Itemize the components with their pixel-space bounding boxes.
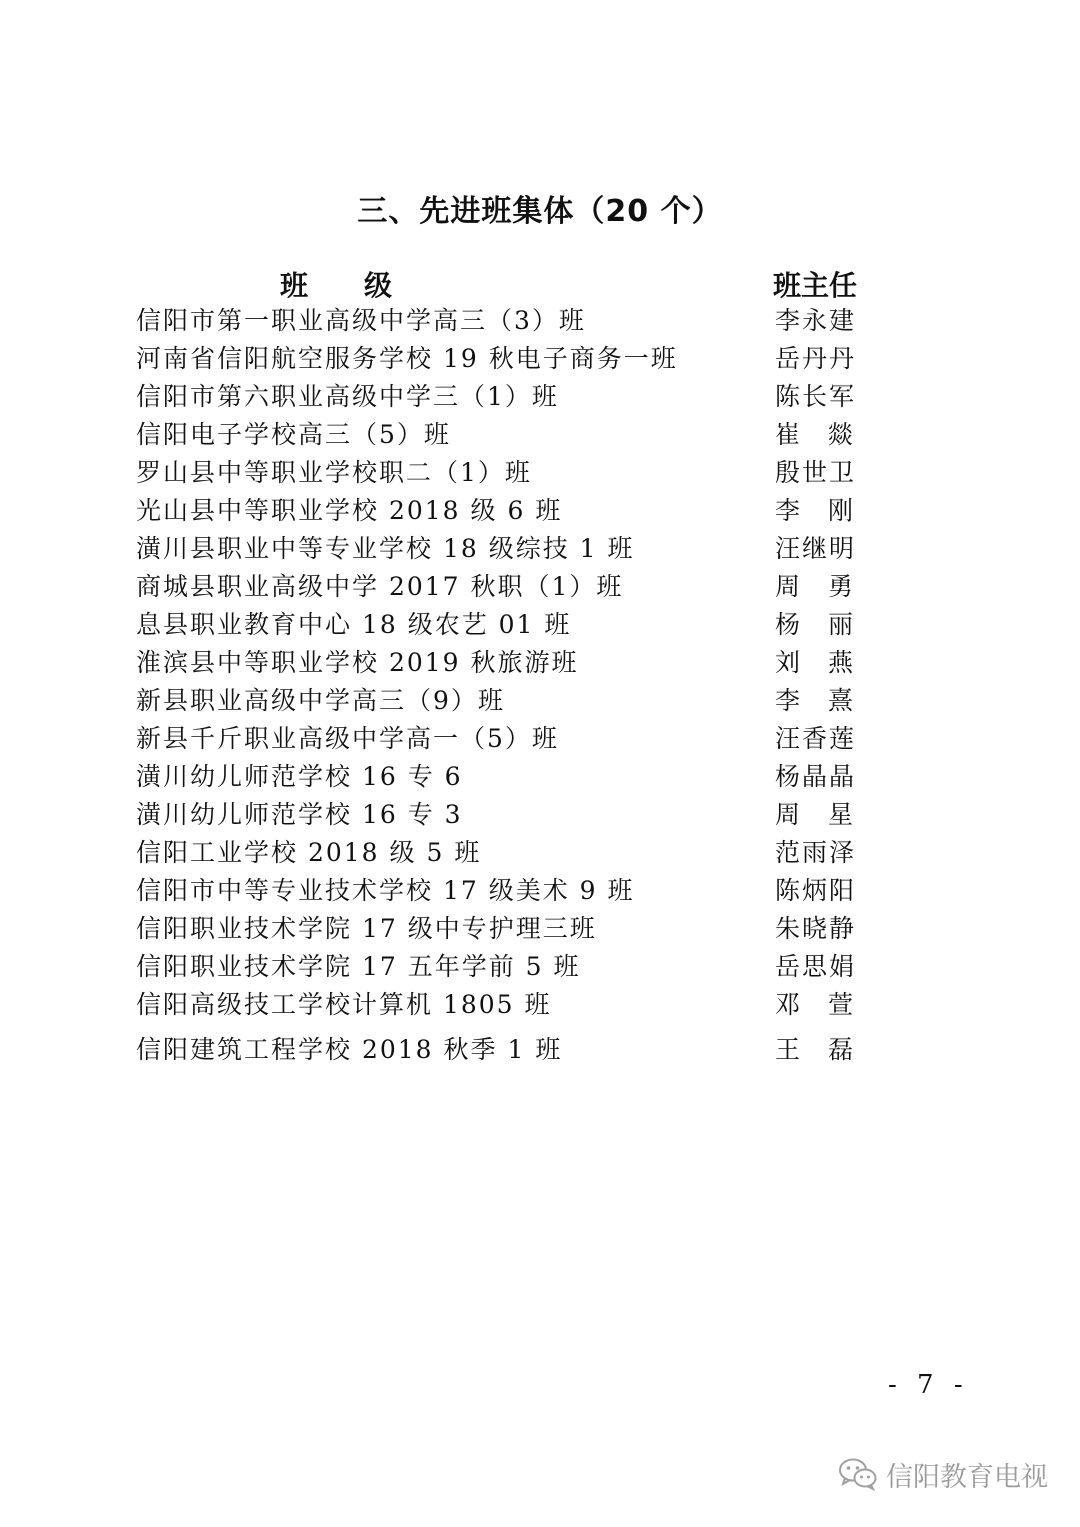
class-name: 潢川县职业中等专业学校 18 级综技 1 班 [136,534,635,563]
class-list [0,302,1080,1069]
teacher-name: 朱晓静 [775,914,857,943]
list-item [0,682,1080,720]
list-item [0,720,1080,758]
list-item [0,530,1080,568]
class-name: 淮滨县中等职业学校 2019 秋旅游班 [136,648,579,677]
teacher-name: 邓萱 [775,990,855,1019]
teacher-name: 汪香莲 [775,724,857,753]
watermark-text: 信阳教育电视 [886,1461,1048,1493]
class-name: 信阳市第六职业高级中学三（1）班 [136,382,559,411]
teacher-name: 陈炳阳 [775,876,857,905]
list-item [0,454,1080,492]
class-name: 信阳高级技工学校计算机 1805 班 [136,990,552,1019]
list-item [0,986,1080,1024]
class-name: 信阳电子学校高三（5）班 [136,420,451,449]
class-name: 信阳职业技术学院 17 五年学前 5 班 [136,952,581,981]
class-name: 信阳市第一职业高级中学高三（3）班 [136,306,586,335]
teacher-name: 李刚 [775,496,855,525]
list-item [0,758,1080,796]
teacher-name: 王磊 [775,1035,855,1064]
list-item [0,302,1080,340]
list-item [0,378,1080,416]
list-item [0,910,1080,948]
wechat-icon [838,1457,878,1491]
class-name: 新县千斤职业高级中学高一（5）班 [136,724,559,753]
teacher-name: 陈长军 [775,382,857,411]
list-item [0,492,1080,530]
teacher-name: 汪继明 [775,534,857,563]
class-name: 信阳市中等专业技术学校 17 级美术 9 班 [136,876,635,905]
list-item [0,568,1080,606]
list-item [0,416,1080,454]
list-item [0,644,1080,682]
page-number: - 7 - [888,1370,969,1400]
teacher-name: 范雨泽 [775,838,857,867]
class-name: 潢川幼儿师范学校 16 专 3 [136,800,463,829]
teacher-name: 李熹 [775,686,855,715]
teacher-name: 周勇 [775,572,855,601]
list-item [0,872,1080,910]
class-name: 商城县职业高级中学 2017 秋职（1）班 [136,572,624,601]
teacher-name: 岳思娟 [775,952,857,981]
class-name: 息县职业教育中心 18 级农艺 01 班 [136,610,572,639]
teacher-name: 杨丽 [775,610,855,639]
teacher-name: 李永建 [775,306,857,335]
page-title: 三、先进班集体（20 个） [357,194,723,229]
class-name: 河南省信阳航空服务学校 19 秋电子商务一班 [136,344,678,373]
column-header-teacher: 班主任 [773,269,858,302]
list-item [0,340,1080,378]
class-name: 新县职业高级中学高三（9）班 [136,686,505,715]
list-item [0,606,1080,644]
class-name: 光山县中等职业学校 2018 级 6 班 [136,496,563,525]
class-name: 罗山县中等职业学校职二（1）班 [136,458,532,487]
teacher-name: 刘燕 [775,648,855,677]
watermark [838,1452,1048,1496]
teacher-name: 崔燚 [775,420,855,449]
list-item [0,796,1080,834]
teacher-name: 岳丹丹 [775,344,857,373]
class-name: 信阳工业学校 2018 级 5 班 [136,838,482,867]
list-item [0,834,1080,872]
class-name: 信阳建筑工程学校 2018 秋季 1 班 [136,1035,563,1064]
teacher-name: 周星 [775,800,855,829]
class-name: 潢川幼儿师范学校 16 专 6 [136,762,463,791]
list-item [0,948,1080,986]
column-header-class: 班级 [280,269,449,302]
list-item [0,1031,1080,1069]
class-name: 信阳职业技术学院 17 级中专护理三班 [136,914,597,943]
teacher-name: 殷世卫 [775,458,857,487]
teacher-name: 杨晶晶 [775,762,857,791]
